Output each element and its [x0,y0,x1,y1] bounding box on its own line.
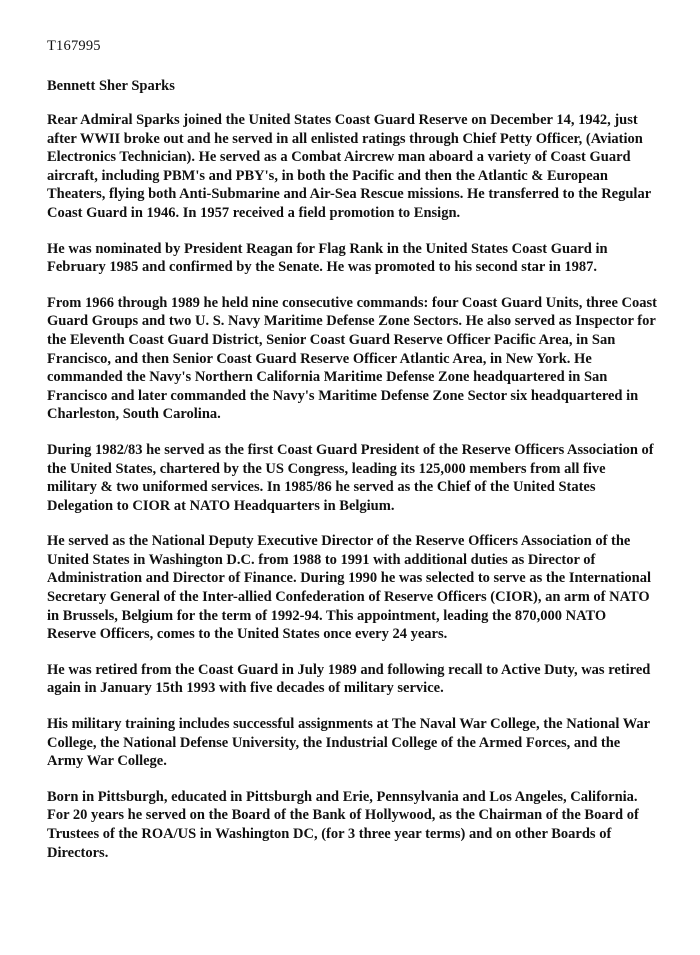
paragraph-commands: From 1966 through 1989 he held nine consecutive commands: four Coast Guard Units, three Coast Guard Groups and two U. S. Navy Maritime Defense Zone Sectors. He also served as Inspector for the Eleventh Coast Guard District, Senior Coast Guard Reserve Officer Pacific Area, in San Francisco, and then Senior Coast Guard Reserve Officer Atlantic Area, in New York. He commanded the Navy's Northern California Maritime Defense Zone headquartered in San Francisco and later commanded the Navy's Maritime Defense Zone Sector six headquartered in Charleston, South Carolina. [47,294,657,423]
paragraph-retirement: He was retired from the Coast Guard in July 1989 and following recall to Active Duty, was retired again in January 15th 1993 with five decades of military service. [47,661,651,697]
paragraph-background: Born in Pittsburgh, educated in Pittsburgh and Erie, Pennsylvania and Los Angeles, California. For 20 years he served on the Board of the Bank of Hollywood, as the Chairman of the Board of Trustees of the ROA/US in Washington DC, (for 3 three year terms) and on other Boards of Directors. [47,788,639,861]
document-id: T167995 [47,38,101,54]
paragraph-enlistment: Rear Admiral Sparks joined the United States Coast Guard Reserve on December 14, 1942, just after WWII broke out and he served in all enlisted ratings through Chief Petty Officer, (Aviation Electronics Technician). He served as a Combat Aircrew man aboard a variety of Coast Guard aircraft, including PBM's and PBY's, in both the Pacific and then the Atlantic & European Theaters, flying both Anti-Submarine and Air-Sea Rescue missions. He transferred to the Regular Coast Guard in 1946. In 1957 received a field promotion to Ensign. [47,112,651,221]
paragraph-roa-president: During 1982/83 he served as the first Coast Guard President of the Reserve Officers Association of the United States, chartered by the US Congress, leading its 125,000 members from all five military & two uniformed services. In 1985/86 he served as the Chief of the United States Delegation to CIOR at NATO Headquarters in Belgium. [47,441,654,514]
paragraph-training: His military training includes successful assignments at The Naval War College, the National War College, the National Defense University, the Industrial College of the Armed Forces, and the Army War College. [47,716,650,770]
biography-body [47,111,657,879]
paragraph-flag-rank: He was nominated by President Reagan for Flag Rank in the United States Coast Guard in February 1985 and confirmed by the Senate. He was promoted to his second star in 1987. [47,240,608,276]
paragraph-deputy-director: He served as the National Deputy Executive Director of the Reserve Officers Association of the United States in Washington D.C. from 1988 to 1991 with additional duties as Director of Administration and Director of Finance. During 1990 he was selected to serve as the International Secretary General of the Inter-allied Confederation of Reserve Officers (CIOR), an arm of NATO in Brussels, Belgium for the term of 1992-94. This appointment, leading the 870,000 NATO Reserve Officers, comes to the United States once every 24 years. [47,533,651,643]
subject-name: Bennett Sher Sparks [47,78,175,94]
